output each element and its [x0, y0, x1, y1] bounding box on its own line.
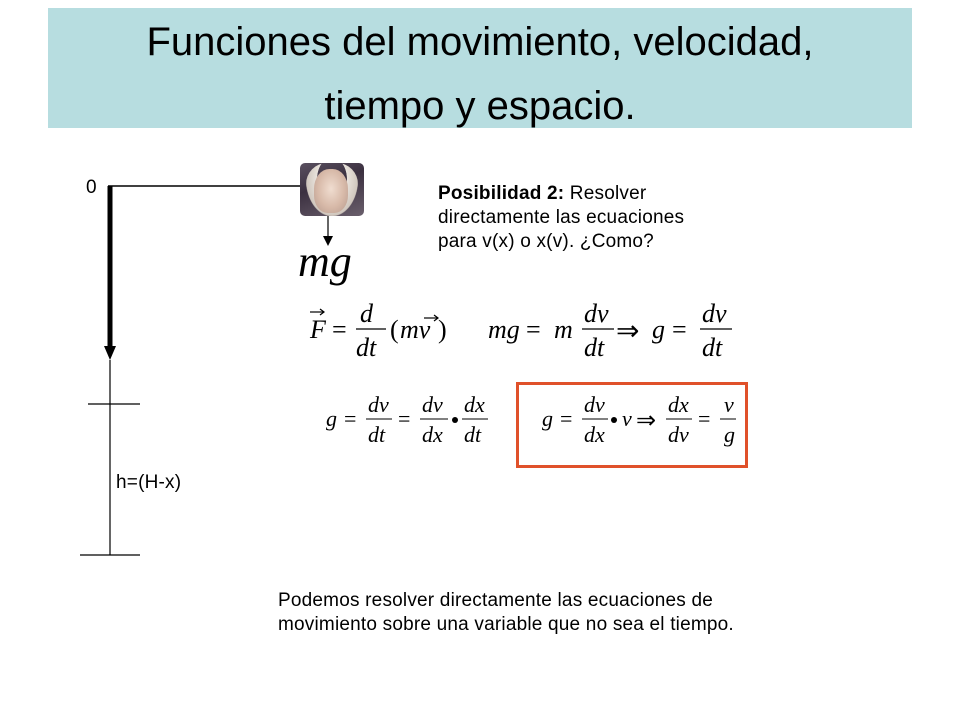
- svg-text:dt: dt: [464, 422, 482, 447]
- svg-text:v: v: [622, 406, 632, 431]
- svg-text:g: g: [652, 315, 665, 344]
- svg-text:dv: dv: [422, 392, 443, 417]
- svg-text:v: v: [724, 392, 734, 417]
- svg-text:dv: dv: [368, 392, 389, 417]
- height-label: h=(H-x): [116, 472, 182, 493]
- svg-text:dv: dv: [584, 392, 605, 417]
- svg-text:dx: dx: [422, 422, 443, 447]
- svg-text:dx: dx: [584, 422, 605, 447]
- svg-text:g: g: [724, 422, 735, 447]
- option-text: [438, 182, 768, 254]
- svg-text:(: (: [390, 315, 399, 344]
- svg-text:dt: dt: [356, 333, 377, 362]
- weight-label: mg: [298, 237, 352, 286]
- svg-text:F: F: [310, 315, 326, 344]
- highlighted-equation: [536, 390, 746, 450]
- svg-text:m: m: [554, 315, 573, 344]
- svg-text:dt: dt: [584, 333, 605, 362]
- svg-text:dv: dv: [668, 422, 689, 447]
- svg-text:=: =: [672, 315, 687, 344]
- svg-text:=: =: [698, 406, 711, 431]
- conclusion-line-1: Podemos resolver directamente las ecuaciones de: [278, 590, 714, 611]
- equation-chain-rule: [320, 390, 500, 450]
- svg-text:dx: dx: [464, 392, 485, 417]
- svg-text:⇒: ⇒: [616, 316, 640, 347]
- option-line-2: directamente las ecuaciones: [438, 207, 685, 228]
- conclusion-line-2: movimiento sobre una variable que no sea el tiempo.: [278, 614, 734, 635]
- svg-text:dv: dv: [702, 299, 727, 328]
- origin-label: 0: [86, 177, 97, 198]
- svg-text:d: d: [360, 299, 373, 328]
- title-line-2: tiempo y espacio.: [324, 84, 636, 128]
- option-heading: Posibilidad 2:: [438, 183, 565, 204]
- svg-text:=: =: [332, 315, 347, 344]
- svg-text:=: =: [398, 406, 411, 431]
- svg-text:): ): [438, 315, 447, 344]
- svg-text:⇒: ⇒: [636, 408, 657, 434]
- svg-text:dt: dt: [702, 333, 723, 362]
- svg-text:mg: mg: [488, 315, 520, 344]
- title-line-1: Funciones del movimiento, velocidad,: [146, 20, 814, 64]
- conclusion-text: [278, 589, 898, 637]
- svg-text:dv: dv: [584, 299, 609, 328]
- svg-text:g: g: [326, 406, 337, 431]
- svg-text:g: g: [542, 406, 553, 431]
- svg-text:=: =: [344, 406, 357, 431]
- fall-arrow-head: [104, 346, 116, 360]
- svg-text:mv: mv: [400, 315, 431, 344]
- svg-text:=: =: [560, 406, 573, 431]
- option-line-1: Resolver: [564, 183, 647, 204]
- svg-text:dx: dx: [668, 392, 689, 417]
- option-line-3: para v(x) o x(v). ¿Como?: [438, 231, 654, 252]
- svg-text:dt: dt: [368, 422, 386, 447]
- portrait-photo: [300, 163, 364, 216]
- svg-text:=: =: [526, 315, 541, 344]
- equation-row-1: [300, 296, 760, 366]
